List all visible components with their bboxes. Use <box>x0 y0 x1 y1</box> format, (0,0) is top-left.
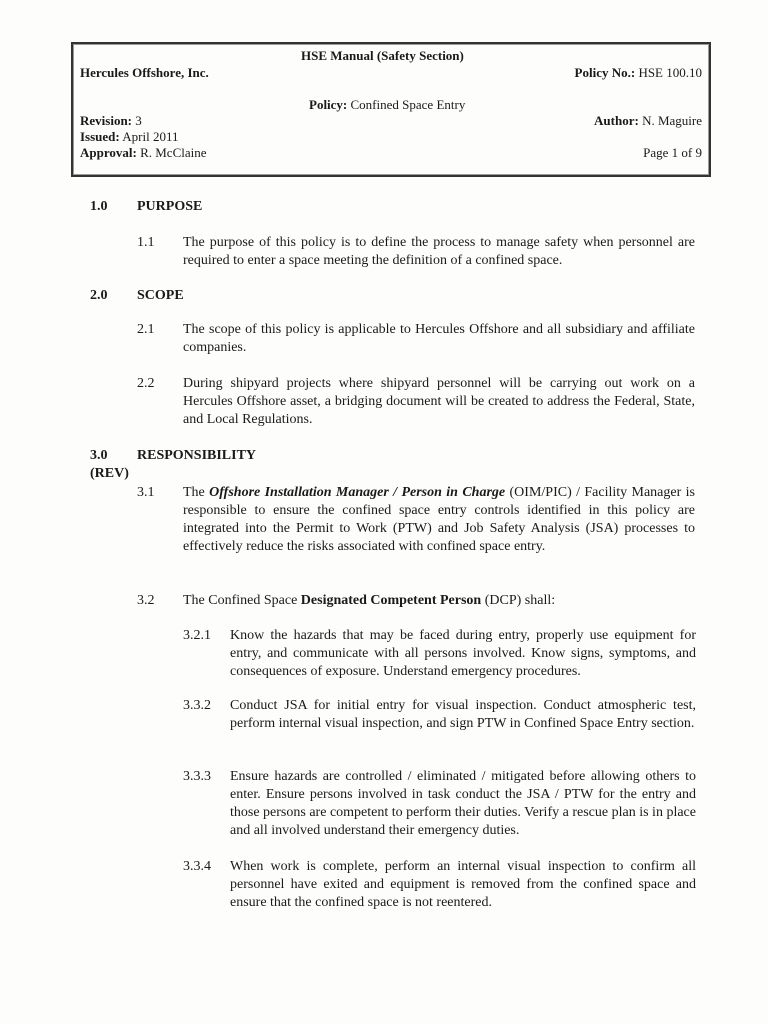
author-label: Author: <box>594 113 639 128</box>
manual-title: HSE Manual (Safety Section) <box>301 48 464 63</box>
clause-number: 1.1 <box>137 235 155 250</box>
subclause-number: 3.3.4 <box>183 859 211 874</box>
clause-text <box>183 484 695 556</box>
author <box>594 113 702 128</box>
subclause-text: Ensure hazards are controlled / eliminated / mitigated before allowing others to enter. Ensure persons involved in task conduct the JSA / PTW for the entry and those persons are competent to perform their duties. Verify a rescue plan is in place and all involved understand their emergency duties. <box>230 769 696 838</box>
company-name: Hercules Offshore, Inc. <box>80 65 209 80</box>
section-responsibility-heading <box>90 448 257 464</box>
clause-text: During shipyard projects where shipyard personnel will be carrying out work on a Hercules Offshore asset, a bridging document will be created to address the Federal, State, and Local Regulations. <box>183 376 695 427</box>
page-number: Page 1 of 9 <box>643 145 702 160</box>
subclause-number: 3.3.3 <box>183 769 211 784</box>
clause-number: 2.2 <box>137 376 155 391</box>
role-emphasis: Offshore Installation Manager / Person in Charge <box>209 485 506 500</box>
section-number: 2.0 <box>90 288 108 303</box>
clause-text-lead: The Confined Space <box>183 593 301 608</box>
policy-name <box>309 97 465 112</box>
policy-name-value: Confined Space Entry <box>350 97 466 112</box>
clause-number: 2.1 <box>137 322 155 337</box>
policy-label: Policy: <box>309 97 348 112</box>
approval <box>80 145 207 160</box>
issued <box>80 129 179 144</box>
policy-number <box>575 65 702 80</box>
section-title: RESPONSIBILITY <box>137 448 257 463</box>
clause-text: The purpose of this policy is to define the process to manage safety when personnel are required to enter a space meeting the definition of a confined space. <box>183 235 695 268</box>
subclause-number: 3.3.2 <box>183 698 211 713</box>
section-title: PURPOSE <box>137 199 203 214</box>
document-header-box <box>71 42 711 177</box>
subclause-text: Conduct JSA for initial entry for visual inspection. Conduct atmospheric test, perform internal visual inspection, and sign PTW in Confined Space Entry section. <box>230 698 696 731</box>
issued-value: April 2011 <box>122 129 179 144</box>
policy-number-value: HSE 100.10 <box>638 65 702 80</box>
issued-label: Issued: <box>80 129 120 144</box>
subclause-text: When work is complete, perform an internal visual inspection to confirm all personnel have exited and equipment is removed from the confined space and ensure that the confined space is not reentered. <box>230 859 696 910</box>
revision-marker: (REV) <box>90 466 129 481</box>
subclause-number: 3.2.1 <box>183 628 211 643</box>
section-purpose-heading <box>90 199 203 215</box>
clause-text: The scope of this policy is applicable to Hercules Offshore and all subsidiary and affiliate companies. <box>183 322 695 355</box>
clause-text <box>183 592 695 610</box>
author-value: N. Maguire <box>642 113 702 128</box>
clause-number: 3.2 <box>137 593 155 608</box>
revision-label: Revision: <box>80 113 132 128</box>
section-number: 1.0 <box>90 199 108 214</box>
subclause-text: Know the hazards that may be faced during entry, properly use equipment for entry, and communicate with all persons involved. Know signs, symptoms, and consequences of exposure. Understand emergency procedures. <box>230 628 696 679</box>
approval-label: Approval: <box>80 145 137 160</box>
clause-text-rest: (OIM/PIC) / Facility Manager is responsible to ensure the confined space entry controls identified in this policy are integrated into the Permit to Work (PTW) and Job Safety Analysis (JSA) processes to effectively reduce the risks associated with confined space entry. <box>183 485 695 554</box>
approval-value: R. McClaine <box>140 145 207 160</box>
revision-value: 3 <box>135 113 142 128</box>
policy-number-label: Policy No.: <box>574 65 636 80</box>
revision <box>80 113 142 128</box>
clause-text-lead: The <box>183 485 210 500</box>
clause-text-rest: (DCP) shall: <box>481 593 556 608</box>
section-title: SCOPE <box>137 288 184 303</box>
clause-number: 3.1 <box>137 485 155 500</box>
section-scope-heading <box>90 288 184 304</box>
role-bold: Designated Competent Person <box>300 593 482 608</box>
section-number: 3.0 <box>90 448 108 463</box>
